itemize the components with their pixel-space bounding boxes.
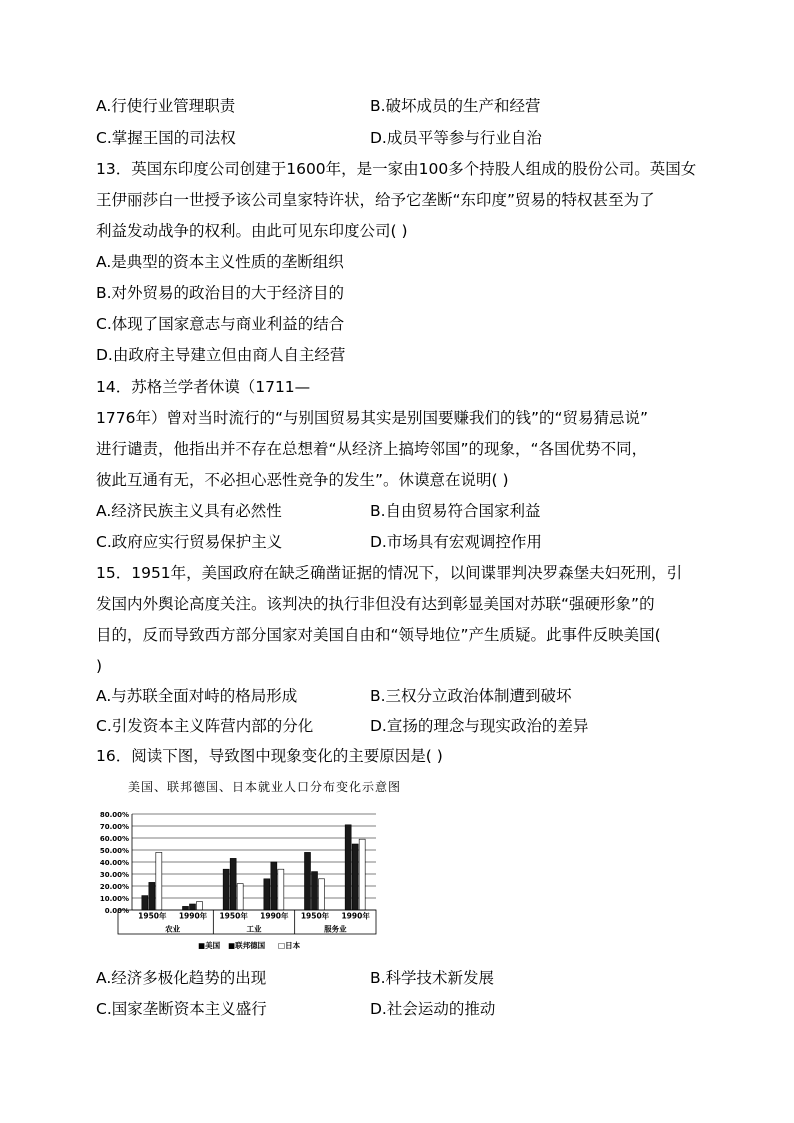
y-tick-label: 60.00% bbox=[99, 835, 129, 843]
q14-option-d: D.市场具有宏观调控作用 bbox=[370, 533, 542, 551]
q16-stem: 16．阅读下图，导致图中现象变化的主要原因是( ) bbox=[96, 747, 443, 765]
bar-2-3 bbox=[278, 869, 284, 910]
q13-option-d: D.由政府主导建立但由商人自主经营 bbox=[96, 346, 346, 364]
q14-option-a: A.经济民族主义具有必然性 bbox=[96, 502, 282, 520]
legend-entry: ■美国 bbox=[198, 941, 221, 950]
chart-gridlines bbox=[132, 814, 376, 910]
legend-entry: □日本 bbox=[278, 941, 301, 950]
bar-1-1 bbox=[190, 904, 196, 910]
q13-option-b: B.对外贸易的政治目的大于经济目的 bbox=[96, 284, 345, 302]
q15-stem-line2: 发国内外舆论高度关注。该判决的执行非但没有达到彰显美国对苏联“强硬形象”的 bbox=[96, 595, 655, 613]
q14-stem-line4: 彼此互通有无，不必担心恶性竞争的发生”。休谟意在说明( ) bbox=[96, 471, 509, 489]
chart-bars bbox=[142, 825, 365, 910]
x-tick-label: 1990年 bbox=[260, 911, 289, 921]
y-tick-label: 20.00% bbox=[99, 883, 129, 891]
y-tick-label: 50.00% bbox=[99, 847, 129, 855]
y-tick-label: 70.00% bbox=[99, 823, 129, 831]
bar-1-3 bbox=[271, 862, 277, 910]
legend-entry: ■联邦德国 bbox=[228, 941, 266, 950]
x-tick-label: 1950年 bbox=[138, 911, 167, 921]
q15-option-b: B.三权分立政治体制遭到破坏 bbox=[370, 687, 572, 705]
x-group-label: 服务业 bbox=[324, 924, 347, 934]
bar-2-4 bbox=[319, 879, 325, 910]
q13-stem-line2: 王伊丽莎白一世授予该公司皇家特许状，给予它垄断“东印度”贸易的特权甚至为了 bbox=[96, 191, 655, 209]
q16-option-c: C.国家垄断资本主义盛行 bbox=[96, 1000, 267, 1018]
x-tick-label: 1990年 bbox=[341, 911, 370, 921]
q15-option-c: C.引发资本主义阵营内部的分化 bbox=[96, 717, 314, 735]
y-tick-label: 10.00% bbox=[99, 895, 129, 903]
q14-option-b: B.自由贸易符合国家利益 bbox=[370, 502, 541, 520]
x-tick-label: 1950年 bbox=[219, 911, 248, 921]
q12-option-b: B.破坏成员的生产和经营 bbox=[370, 97, 541, 115]
y-tick-label: 0.00% bbox=[104, 907, 129, 915]
y-axis-ticks bbox=[100, 811, 129, 915]
bar-2-2 bbox=[237, 884, 243, 910]
employment-chart bbox=[96, 806, 396, 956]
q15-stem-line4: ) bbox=[96, 657, 103, 675]
q14-stem-line3: 进行谴责，他指出并不存在总想着“从经济上搞垮邻国”的现象，“各国优势不同， bbox=[96, 440, 648, 458]
bar-0-2 bbox=[223, 869, 229, 910]
bar-0-5 bbox=[345, 825, 351, 910]
x-tick-label: 1990年 bbox=[178, 911, 208, 921]
x-group-label: 工业 bbox=[246, 924, 262, 934]
q15-option-a: A.与苏联全面对峙的格局形成 bbox=[96, 687, 298, 705]
x-axis bbox=[118, 910, 376, 934]
q13-option-c: C.体现了国家意志与商业利益的结合 bbox=[96, 315, 345, 333]
q16-option-b: B.科学技术新发展 bbox=[370, 969, 495, 987]
q12-option-d: D.成员平等参与行业自治 bbox=[370, 129, 542, 147]
chart-legend bbox=[198, 940, 301, 950]
bar-1-4 bbox=[312, 872, 318, 910]
q14-option-c: C.政府应实行贸易保护主义 bbox=[96, 533, 283, 551]
bar-0-0 bbox=[142, 896, 148, 910]
y-tick-label: 80.00% bbox=[99, 811, 129, 819]
bar-0-4 bbox=[305, 852, 311, 910]
bar-2-5 bbox=[359, 839, 365, 910]
q13-stem-line3: 利益发动战争的权利。由此可见东印度公司( ) bbox=[96, 222, 408, 240]
q15-option-d: D.宣扬的理念与现实政治的差异 bbox=[370, 717, 589, 735]
bar-1-2 bbox=[230, 858, 236, 910]
x-tick-label: 1950年 bbox=[300, 911, 330, 921]
y-tick-label: 30.00% bbox=[99, 871, 129, 879]
bar-0-1 bbox=[183, 906, 189, 910]
bar-1-0 bbox=[149, 882, 155, 910]
q14-stem-line1: 14．苏格兰学者休谟（1711— bbox=[96, 378, 311, 396]
q15-stem-line1: 15．1951年，美国政府在缺乏确凿证据的情况下，以间谍罪判决罗森堡夫妇死刑，引 bbox=[96, 564, 683, 582]
q12-option-c: C.掌握王国的司法权 bbox=[96, 129, 236, 147]
bar-0-3 bbox=[264, 879, 270, 910]
bar-1-5 bbox=[352, 844, 358, 910]
q14-stem-line2: 1776年）曾对当时流行的“与别国贸易其实是别国要赚我们的钱”的“贸易猜忌说” bbox=[96, 409, 649, 427]
x-group-label: 农业 bbox=[165, 924, 181, 934]
q16-option-a: A.经济多极化趋势的出现 bbox=[96, 969, 267, 987]
q13-option-a: A.是典型的资本主义性质的垄断组织 bbox=[96, 253, 344, 271]
q16-option-d: D.社会运动的推动 bbox=[370, 1000, 496, 1018]
q13-stem-line1: 13．英国东印度公司创建于1600年，是一家由100多个持股人组成的股份公司。英国女 bbox=[96, 160, 697, 178]
y-tick-label: 40.00% bbox=[99, 859, 129, 867]
q15-stem-line3: 目的，反而导致西方部分国家对美国自由和“领导地位”产生质疑。此事件反映美国( bbox=[96, 626, 661, 644]
q12-option-a: A.行使行业管理职责 bbox=[96, 97, 236, 115]
chart-title: 美国、联邦德国、日本就业人口分布变化示意图 bbox=[128, 780, 402, 794]
bar-2-0 bbox=[156, 852, 162, 910]
bar-2-1 bbox=[197, 902, 203, 910]
